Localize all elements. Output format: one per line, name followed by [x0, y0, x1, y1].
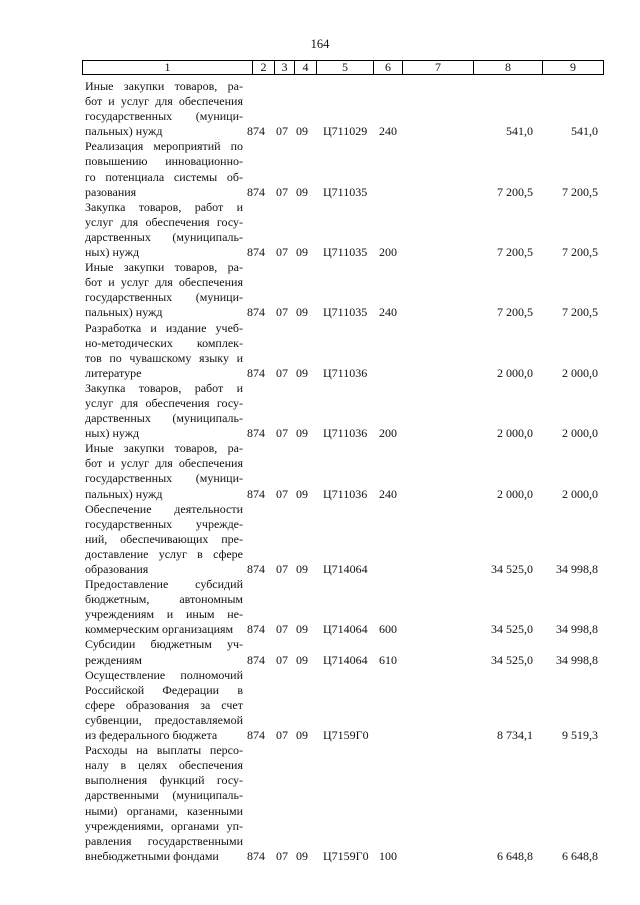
- amount-year-1: 541,0: [506, 124, 533, 139]
- row-name: [85, 668, 243, 743]
- row-name-line: пальных) нужд: [85, 486, 163, 501]
- admin-code: 874: [247, 728, 265, 743]
- target-article-code: Ц711029: [323, 124, 368, 139]
- amount-year-1: 8 734,1: [497, 728, 533, 743]
- row-name-line: государственных (муници-: [85, 290, 243, 305]
- expense-type-code: 240: [379, 486, 397, 501]
- target-article-code: Ц714064: [323, 622, 368, 637]
- admin-code: 874: [247, 305, 265, 320]
- target-article-code: Ц711035: [323, 184, 368, 199]
- table-row: [0, 743, 640, 864]
- column-header-4: 4: [295, 61, 317, 75]
- row-name: [85, 200, 243, 260]
- column-header-5: 5: [317, 61, 374, 75]
- row-name-line: государственных учрежде-: [85, 516, 243, 531]
- row-name-line: Разработка и издание учеб-: [85, 320, 243, 335]
- subsection-code: 09: [296, 562, 308, 576]
- row-name-line: Осуществление полномочий: [85, 667, 243, 682]
- row-name-line: бот и услуг для обеспечения: [85, 94, 243, 109]
- row-name-line: государственных (муници-: [85, 109, 243, 124]
- table-row: [0, 200, 640, 260]
- subsection-code: 09: [296, 365, 308, 380]
- table-row: [0, 381, 640, 441]
- subsection-code: 09: [296, 245, 308, 260]
- subsection-code: 09: [296, 622, 308, 637]
- amount-year-2: 34 998,8: [556, 562, 598, 576]
- expense-type-code: 200: [379, 245, 397, 260]
- row-name-line: пальных) нужд: [85, 124, 163, 139]
- subsection-code: 09: [296, 124, 308, 139]
- amount-year-2: 9 519,3: [562, 728, 598, 743]
- amount-year-1: 2 000,0: [497, 365, 533, 380]
- row-name-line: налу в целях обеспечения: [85, 758, 243, 773]
- subsection-code: 09: [296, 426, 308, 441]
- row-name-line: дарственными (муниципаль-: [85, 788, 243, 803]
- row-name-line: реждениям: [85, 652, 143, 667]
- row-name-line: услуг для обеспечения госу-: [85, 214, 243, 229]
- row-name-line: равления государственными: [85, 833, 243, 848]
- amount-year-1: 7 200,5: [497, 245, 533, 260]
- row-name: [85, 441, 243, 501]
- section-code: 07: [276, 184, 288, 199]
- row-name-line: ных) нужд: [85, 426, 140, 441]
- row-name-line: Обеспечение деятельности: [85, 501, 243, 516]
- target-article-code: Ц711035: [323, 245, 368, 260]
- subsection-code: 09: [296, 184, 308, 199]
- amount-year-1: 7 200,5: [497, 305, 533, 320]
- row-name-line: ний, обеспечивающих пре-: [85, 531, 243, 546]
- row-name-line: образования: [85, 562, 149, 576]
- section-code: 07: [276, 305, 288, 320]
- column-header-3: 3: [275, 61, 295, 75]
- amount-year-2: 7 200,5: [562, 184, 598, 199]
- row-name-line: разования: [85, 184, 137, 199]
- row-name-line: Предоставление субсидий: [85, 577, 243, 592]
- row-name-line: литературе: [85, 365, 142, 380]
- row-name: [85, 381, 243, 441]
- row-name-line: бот и услуг для обеспечения: [85, 275, 243, 290]
- table-row: [0, 321, 640, 381]
- row-name-line: пальных) нужд: [85, 305, 163, 320]
- column-header-1: 1: [83, 61, 253, 75]
- admin-code: 874: [247, 486, 265, 501]
- row-name-line: Расходы на выплаты персо-: [85, 743, 243, 758]
- row-name-line: тов по чувашскому языку и: [85, 350, 243, 365]
- amount-year-1: 34 525,0: [491, 652, 533, 667]
- target-article-code: Ц7159Г0: [323, 728, 369, 743]
- amount-year-2: 34 998,8: [556, 622, 598, 637]
- row-name-line: учреждениям и иным не-: [85, 607, 243, 622]
- page-number: 164: [310, 37, 330, 51]
- column-header-row: [83, 61, 604, 75]
- admin-code: 874: [247, 652, 265, 667]
- row-name-line: доставление услуг в сфере: [85, 546, 243, 561]
- table-row: [0, 260, 640, 320]
- section-code: 07: [276, 848, 288, 863]
- table-row: [0, 637, 640, 667]
- row-name-line: бот и услуг для обеспечения: [85, 456, 243, 471]
- column-header-9: 9: [543, 61, 604, 75]
- amount-year-1: 7 200,5: [497, 184, 533, 199]
- row-name-line: из федерального бюджета: [85, 728, 218, 743]
- target-article-code: Ц711036: [323, 426, 368, 441]
- target-article-code: Ц714064: [323, 652, 368, 667]
- row-name: [85, 502, 243, 577]
- section-code: 07: [276, 622, 288, 637]
- row-name-line: Иные закупки товаров, ра-: [85, 260, 243, 275]
- amount-year-2: 2 000,0: [562, 365, 598, 380]
- table-row: [0, 139, 640, 199]
- row-name-line: субвенции, предоставляемой: [85, 712, 243, 727]
- expense-type-code: 600: [379, 622, 397, 637]
- amount-year-2: 6 648,8: [562, 848, 598, 863]
- amount-year-2: 34 998,8: [556, 652, 598, 667]
- row-name-line: бюджетным, автономным: [85, 592, 243, 607]
- row-name-line: ными) органами, казенными: [85, 803, 243, 818]
- admin-code: 874: [247, 622, 265, 637]
- subsection-code: 09: [296, 728, 308, 743]
- row-name-line: выполнения функций госу-: [85, 773, 243, 788]
- row-name-line: Закупка товаров, работ и: [85, 199, 243, 214]
- admin-code: 874: [247, 848, 265, 863]
- column-header-8: 8: [474, 61, 543, 75]
- expense-type-code: 240: [379, 305, 397, 320]
- amount-year-2: 7 200,5: [562, 305, 598, 320]
- row-name: [85, 260, 243, 320]
- row-name-line: коммерческим организациям: [85, 622, 234, 637]
- column-header-table: [82, 60, 604, 75]
- row-name-line: Реализация мероприятий по: [85, 139, 243, 154]
- row-name-line: услуг для обеспечения госу-: [85, 395, 243, 410]
- row-name: [85, 321, 243, 381]
- row-name-line: Субсидии бюджетным уч-: [85, 637, 243, 652]
- row-name: [85, 743, 243, 864]
- section-code: 07: [276, 486, 288, 501]
- row-name: [85, 79, 243, 139]
- budget-rows: [0, 79, 640, 864]
- amount-year-2: 2 000,0: [562, 486, 598, 501]
- row-name-line: дарственных (муниципаль-: [85, 411, 243, 426]
- section-code: 07: [276, 124, 288, 139]
- section-code: 07: [276, 365, 288, 380]
- amount-year-2: 7 200,5: [562, 245, 598, 260]
- row-name-line: сфере образования за счет: [85, 697, 243, 712]
- row-name-line: ных) нужд: [85, 245, 140, 260]
- table-row: [0, 577, 640, 637]
- section-code: 07: [276, 245, 288, 260]
- amount-year-1: 34 525,0: [491, 562, 533, 576]
- subsection-code: 09: [296, 848, 308, 863]
- expense-type-code: 240: [379, 124, 397, 139]
- admin-code: 874: [247, 365, 265, 380]
- section-code: 07: [276, 652, 288, 667]
- target-article-code: Ц711036: [323, 365, 368, 380]
- column-header-6: 6: [374, 61, 403, 75]
- subsection-code: 09: [296, 652, 308, 667]
- admin-code: 874: [247, 426, 265, 441]
- expense-type-code: 200: [379, 426, 397, 441]
- subsection-code: 09: [296, 305, 308, 320]
- row-name-line: внебюджетными фондами: [85, 848, 219, 863]
- row-name-line: Российской Федерации в: [85, 682, 243, 697]
- section-code: 07: [276, 728, 288, 743]
- subsection-code: 09: [296, 486, 308, 501]
- amount-year-1: 2 000,0: [497, 426, 533, 441]
- row-name-line: го потенциала системы об-: [85, 169, 243, 184]
- column-header-7: 7: [403, 61, 474, 75]
- amount-year-1: 2 000,0: [497, 486, 533, 501]
- amount-year-2: 2 000,0: [562, 426, 598, 441]
- admin-code: 874: [247, 124, 265, 139]
- row-name-line: Иные закупки товаров, ра-: [85, 441, 243, 456]
- row-name-line: учреждениями, органами уп-: [85, 818, 243, 833]
- amount-year-1: 34 525,0: [491, 622, 533, 637]
- target-article-code: Ц711035: [323, 305, 368, 320]
- target-article-code: Ц711036: [323, 486, 368, 501]
- expense-type-code: 100: [379, 848, 397, 863]
- table-row: [0, 441, 640, 501]
- row-name-line: повышению инновационно-: [85, 154, 243, 169]
- admin-code: 874: [247, 562, 265, 576]
- section-code: 07: [276, 426, 288, 441]
- row-name-line: дарственных (муниципаль-: [85, 229, 243, 244]
- target-article-code: Ц714064: [323, 562, 368, 576]
- table-row: [0, 79, 640, 139]
- target-article-code: Ц7159Г0: [323, 848, 369, 863]
- row-name: [85, 139, 243, 199]
- row-name-line: но-методических комплек-: [85, 335, 243, 350]
- expense-type-code: 610: [379, 652, 397, 667]
- row-name-line: Закупка товаров, работ и: [85, 380, 243, 395]
- amount-year-1: 6 648,8: [497, 848, 533, 863]
- table-row: [0, 668, 640, 743]
- admin-code: 874: [247, 184, 265, 199]
- amount-year-2: 541,0: [571, 124, 598, 139]
- row-name: [85, 637, 243, 667]
- row-name-line: государственных (муници-: [85, 471, 243, 486]
- column-header-2: 2: [253, 61, 275, 75]
- row-name-line: Иные закупки товаров, ра-: [85, 79, 243, 93]
- row-name: [85, 577, 243, 637]
- admin-code: 874: [247, 245, 265, 260]
- table-row: [0, 502, 640, 577]
- section-code: 07: [276, 562, 288, 576]
